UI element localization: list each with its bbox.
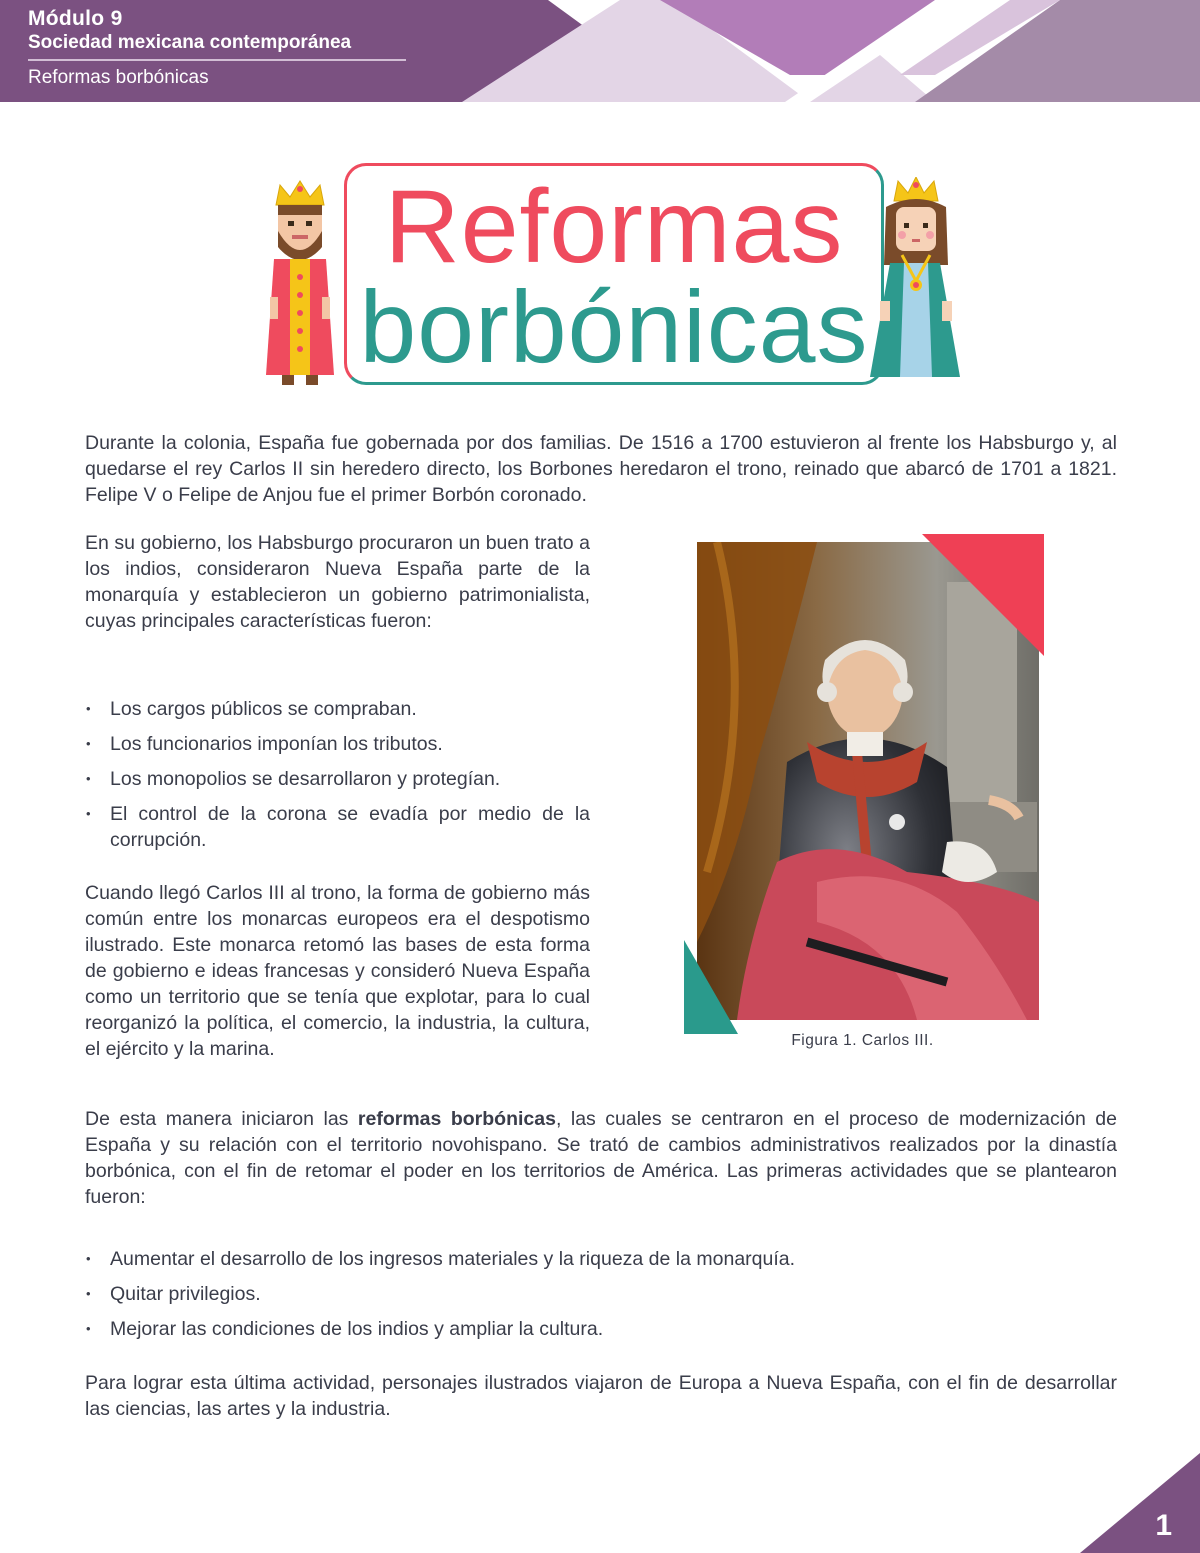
list-item: • El control de la corona se evadía por medio de la corrupción. <box>85 801 590 853</box>
portrait-image <box>697 542 1039 1020</box>
habsburg-paragraph: En su gobierno, los Habsburgo procuraron un buen trato a los indios, consideraron Nueva España parte de la monarquía y establecieron un gobierno patrimonialista, cuyas principales características fueron: <box>85 532 590 632</box>
intro-paragraph: Durante la colonia, España fue gobernada por dos familias. De 1516 a 1700 estuvieron al frente los Habsburgo y, al quedarse el rey Carlos II sin heredero directo, los Borbones heredaron el trono, reinado que abarcó de 1701 a 1821. Felipe V o Felipe de Anjou fue el primer Borbón coronado. <box>85 432 1117 506</box>
page-corner <box>1080 1453 1200 1553</box>
figure-caption: Figura 1. Carlos III. <box>791 1032 934 1049</box>
topic-title: Reformas borbónicas <box>28 67 209 88</box>
king-icon <box>264 177 336 389</box>
activities-list <box>85 1246 1117 1351</box>
banner-title-line1: Reformas <box>384 169 844 285</box>
list-item: • Aumentar el desarrollo de los ingresos materiales y la riqueza de la monarquía. <box>85 1246 1117 1272</box>
list-item: • Los cargos públicos se compraban. <box>85 696 590 722</box>
reformas-text-pre: De esta manera iniciaron las <box>85 1108 358 1130</box>
banner-title-line2: borbónicas <box>359 270 869 384</box>
reformas-bold-term: reformas borbónicas <box>357 1108 556 1130</box>
module-label: Módulo 9 <box>28 7 123 30</box>
reformas-text-post: , las cuales se centraron en el proceso de modernización de España y su relación con el territorio novohispano. Se trató de cambios administrativos realizados por la dinastía borbónica, con el fin de retomar el poder en los territorios de América. Las primeras actividades que se plantearon fueron: <box>85 1108 1117 1208</box>
page-number: 1 <box>1155 1509 1172 1542</box>
queen-icon <box>868 177 962 389</box>
course-title: Sociedad mexicana contemporánea <box>28 32 352 53</box>
carlos-paragraph: Cuando llegó Carlos III al trono, la forma de gobierno más común entre los monarcas europeos era el despotismo ilustrado. Este monarca retomó las bases de esta forma de gobierno e ideas francesas y consideró Nueva España como un territorio que se tenía que explotar, para lo cual reorganizó la política, el comercio, la industria, la cultura, el ejército y la marina. <box>85 882 590 1060</box>
reformas-paragraph <box>85 1106 1117 1210</box>
habsburg-list <box>85 696 590 862</box>
figure-carlos-iii <box>684 534 1044 1034</box>
header-divider <box>28 59 406 61</box>
list-item: • Quitar privilegios. <box>85 1281 1117 1307</box>
list-item: • Los monopolios se desarrollaron y protegían. <box>85 766 590 792</box>
final-paragraph: Para lograr esta última actividad, personajes ilustrados viajaron de Europa a Nueva España, con el fin de desarrollar las ciencias, las artes y la industria. <box>85 1372 1117 1420</box>
header-text <box>28 6 406 89</box>
list-item: • Mejorar las condiciones de los indios y ampliar la cultura. <box>85 1316 1117 1342</box>
title-banner <box>264 163 964 391</box>
list-item: • Los funcionarios imponían los tributos. <box>85 731 590 757</box>
